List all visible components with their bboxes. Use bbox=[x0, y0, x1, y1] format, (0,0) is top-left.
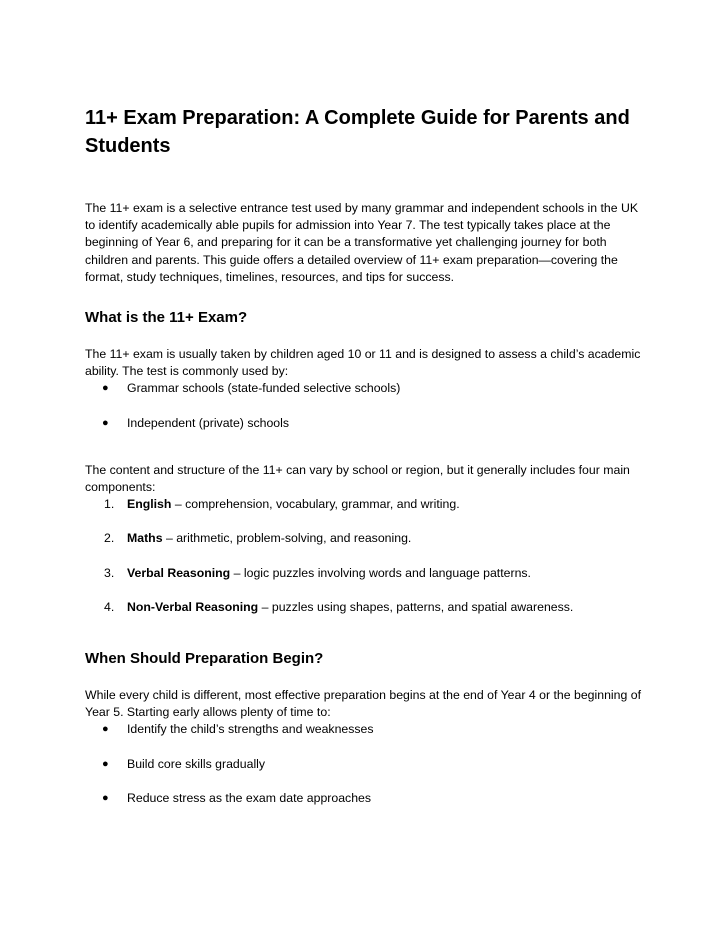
list-item bbox=[85, 380, 645, 397]
list-number: 4. bbox=[104, 599, 115, 614]
bullet-icon: ● bbox=[102, 757, 109, 770]
component-desc: – arithmetic, problem-solving, and reasoning. bbox=[162, 531, 412, 546]
section-heading-what: What is the 11+ Exam? bbox=[85, 309, 248, 327]
list-item-text: Identify the child’s strengths and weaknesses bbox=[127, 722, 374, 737]
components-list bbox=[85, 496, 645, 616]
component-desc: – comprehension, vocabulary, grammar, and writing. bbox=[171, 497, 460, 512]
what-paragraph: The 11+ exam is usually taken by children aged 10 or 11 and is designed to assess a child’s academic ability. The test is commonly used by: bbox=[85, 347, 641, 379]
list-item bbox=[85, 756, 645, 773]
component-term: English bbox=[127, 497, 172, 512]
document-title: 11+ Exam Preparation: A Complete Guide for Parents and Students bbox=[85, 107, 630, 157]
list-item-text: Reduce stress as the exam date approaches bbox=[127, 790, 372, 805]
list-item-text: Independent (private) schools bbox=[127, 415, 290, 430]
component-term: Verbal Reasoning bbox=[127, 565, 231, 580]
list-number: 2. bbox=[104, 531, 115, 546]
bullet-icon: ● bbox=[102, 791, 109, 804]
component-desc: – logic puzzles involving words and language patterns. bbox=[230, 565, 531, 580]
list-item bbox=[85, 790, 645, 807]
component-term: Non-Verbal Reasoning bbox=[127, 599, 259, 614]
bullet-icon: ● bbox=[102, 416, 109, 429]
list-number: 3. bbox=[104, 565, 115, 580]
section-heading-when: When Should Preparation Begin? bbox=[85, 650, 324, 668]
when-paragraph: While every child is different, most effective preparation begins at the end of Year 4 or the beginning of Year 5. Starting early allows plenty of time to: bbox=[85, 688, 641, 720]
list-item bbox=[85, 415, 645, 432]
intro-paragraph: The 11+ exam is a selective entrance test used by many grammar and independent schools in the UK to identify academically able pupils for admission into Year 7. The test typically takes place at the beginning of Year 6, and preparing for it can be a transformative yet challenging journey for both children and parents. This guide offers a detailed overview of 11+ exam preparation—covering the format, study techniques, timelines, resources, and tips for success. bbox=[85, 201, 639, 284]
list-item bbox=[85, 530, 645, 547]
list-item bbox=[85, 565, 645, 582]
component-desc: – puzzles using shapes, patterns, and spatial awareness. bbox=[258, 599, 574, 614]
list-item bbox=[85, 721, 645, 738]
bullet-icon: ● bbox=[102, 723, 109, 736]
list-item-text: Grammar schools (state-funded selective schools) bbox=[127, 381, 401, 396]
document-page bbox=[85, 104, 645, 807]
bullet-icon: ● bbox=[102, 382, 109, 395]
components-intro-paragraph: The content and structure of the 11+ can vary by school or region, but it generally includes four main components: bbox=[85, 462, 630, 495]
early-start-benefits-list bbox=[85, 721, 645, 807]
school-types-list bbox=[85, 380, 645, 431]
list-number: 1. bbox=[104, 497, 115, 512]
component-term: Maths bbox=[127, 531, 163, 546]
list-item bbox=[85, 496, 645, 513]
list-item-text: Build core skills gradually bbox=[127, 756, 266, 771]
list-item bbox=[85, 599, 645, 616]
